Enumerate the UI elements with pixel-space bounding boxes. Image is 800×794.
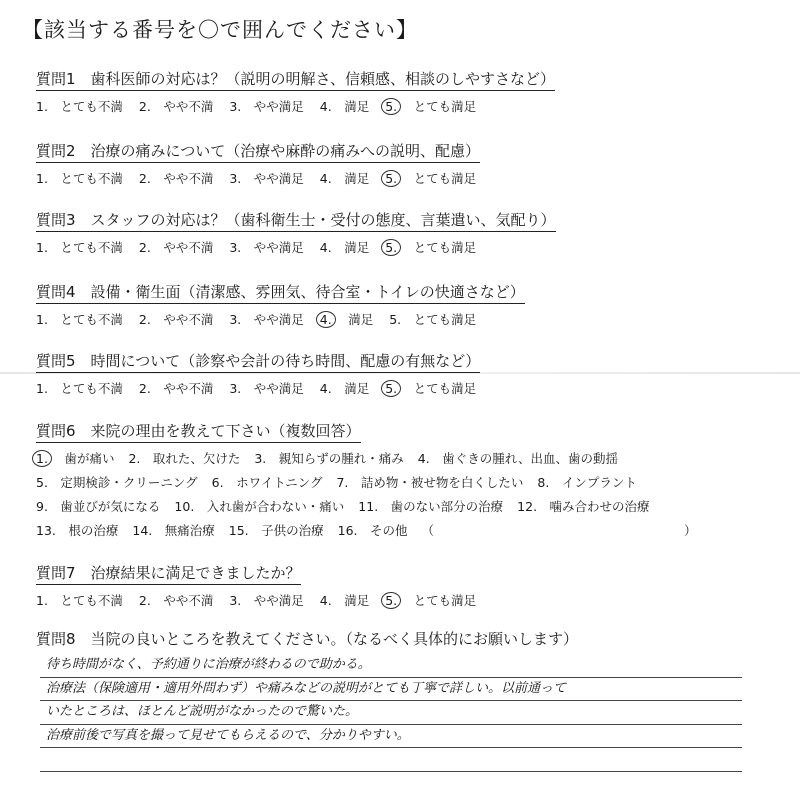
question-5-options [36,379,488,397]
option-5[interactable]: 5. とても満足 [385,591,476,609]
option-4[interactable]: 4. 満足 [319,171,370,186]
handwritten-answer-line: 治療前後で写真を撮って見せてもらえるので、分かりやすい。 [40,725,742,749]
option-3[interactable]: 3. やや満足 [229,99,304,114]
option-4[interactable]: 4. 満足 [319,593,370,608]
question-1-title: 質問1 歯科医師の対応は？（説明の明解さ、信頼感、相談のしやすさなど） [36,68,555,91]
option-14[interactable]: 14. 無痛治療 [132,523,215,538]
option-4[interactable]: 4. 満足 [320,310,373,328]
handwritten-answer-line: 治療法（保険適用・適用外問わず）や痛みなどの説明がとても丁寧で詳しい。以前通って [40,678,742,702]
question-5-title: 質問5 時間について（診察や会計の待ち時間、配慮の有無など） [36,350,480,373]
option-1[interactable]: 1. とても不満 [36,312,123,327]
question-2 [36,140,488,187]
question-6-options [36,447,796,543]
question-6-title: 質問6 来院の理由を教えて下さい（複数回答） [36,420,361,443]
option-1[interactable]: 1. とても不満 [36,171,123,186]
option-4[interactable]: 4. 満足 [319,240,370,255]
question-1 [36,68,555,115]
option-3[interactable]: 3. やや満足 [229,240,304,255]
option-2[interactable]: 2. やや不満 [138,99,214,114]
options-row [36,447,796,471]
question-4-title: 質問4 設備・衛生面（清潔感、雰囲気、待合室・トイレの快適さなど） [36,281,525,304]
option-5[interactable]: 5. とても満足 [385,379,476,397]
option-2[interactable]: 2. やや不満 [138,312,214,327]
question-3-title: 質問3 スタッフの対応は？（歯科衛生士・受付の態度、言葉遣い、気配り） [36,209,556,232]
option-3[interactable]: 3. やや満足 [229,171,304,186]
handwritten-answer-line [40,748,742,772]
option-2[interactable]: 2. 取れた、欠けた [128,451,241,466]
question-8 [36,628,578,650]
option-11[interactable]: 11. 歯のない部分の治療 [358,499,504,514]
question-4-options [36,310,525,328]
question-8-title: 質問8 当院の良いところを教えてください。（なるべく具体的にお願いします） [36,630,579,648]
selection-circle: 5. [381,592,401,609]
option-13[interactable]: 13. 根の治療 [36,523,119,538]
question-8-answer-area[interactable] [40,654,742,772]
option-4[interactable]: 4. 満足 [319,381,370,396]
option-3[interactable]: 3. やや満足 [229,381,304,396]
option-5[interactable]: 5. とても満足 [389,312,477,327]
handwritten-answer-line: 待ち時間がなく、予約通りに治療が終わるので助かる。 [40,654,742,678]
question-2-title: 質問2 治療の痛みについて（治療や麻酔の痛みへの説明、配慮） [36,140,480,163]
option-8[interactable]: 8. インプラント [537,475,637,490]
option-10[interactable]: 10. 入れ歯が合わない・痛い [174,499,345,514]
option-15[interactable]: 15. 子供の治療 [228,523,324,538]
option-2[interactable]: 2. やや不満 [138,593,214,608]
option-2[interactable]: 2. やや不満 [138,240,214,255]
option-1[interactable]: 1. とても不満 [36,240,123,255]
option-4[interactable]: 4. 満足 [319,99,370,114]
selection-circle: 5. [381,98,401,115]
question-1-options [36,97,555,115]
option-1[interactable]: 1. とても不満 [36,593,123,608]
option-5[interactable]: 5. とても満足 [385,238,476,256]
options-row [36,519,796,543]
option-1[interactable]: 1. とても不満 [36,381,123,396]
selection-circle: 4. [316,311,336,328]
options-row [36,471,796,495]
question-7-title: 質問7 治療結果に満足できましたか？ [36,562,301,585]
option-9[interactable]: 9. 歯並びが気になる [36,499,161,514]
question-7 [36,562,488,609]
selection-circle: 5. [381,170,401,187]
option-1[interactable]: 1. 歯が痛い [36,447,114,471]
question-6 [36,420,796,543]
other-paren-close: ） [684,523,697,538]
option-5[interactable]: 5. 定期検診・クリーニング [36,475,198,490]
options-row [36,495,796,519]
option-7[interactable]: 7. 詰め物・被せ物を白くしたい [336,475,524,490]
question-4 [36,281,525,328]
option-12[interactable]: 12. 噛み合わせの治療 [517,499,650,514]
question-5 [36,350,488,397]
option-5[interactable]: 5. とても満足 [385,169,476,187]
option-6[interactable]: 6. ホワイトニング [211,475,323,490]
option-4[interactable]: 4. 歯ぐきの腫れ、出血、歯の動揺 [417,451,618,466]
page-heading: 【該当する番号を〇で囲んでください】 [22,18,418,42]
question-3 [36,209,556,256]
option-5[interactable]: 5. とても満足 [385,97,476,115]
question-2-options [36,169,488,187]
option-16[interactable]: 16. その他 [337,523,408,538]
option-3[interactable]: 3. やや満足 [229,593,304,608]
handwritten-answer-line: いたところは、ほとんど説明がなかったので驚いた。 [40,701,742,725]
question-3-options [36,238,556,256]
other-paren-open: （ [421,523,435,538]
selection-circle: 5. [381,380,401,397]
selection-circle: 5. [381,239,401,256]
option-1[interactable]: 1. とても不満 [36,99,123,114]
option-2[interactable]: 2. やや不満 [138,381,214,396]
option-3[interactable]: 3. 親知らずの腫れ・痛み [254,451,404,466]
option-2[interactable]: 2. やや不満 [138,171,214,186]
option-3[interactable]: 3. やや満足 [229,312,304,327]
selection-circle: 1. [32,450,52,467]
question-7-options [36,591,488,609]
